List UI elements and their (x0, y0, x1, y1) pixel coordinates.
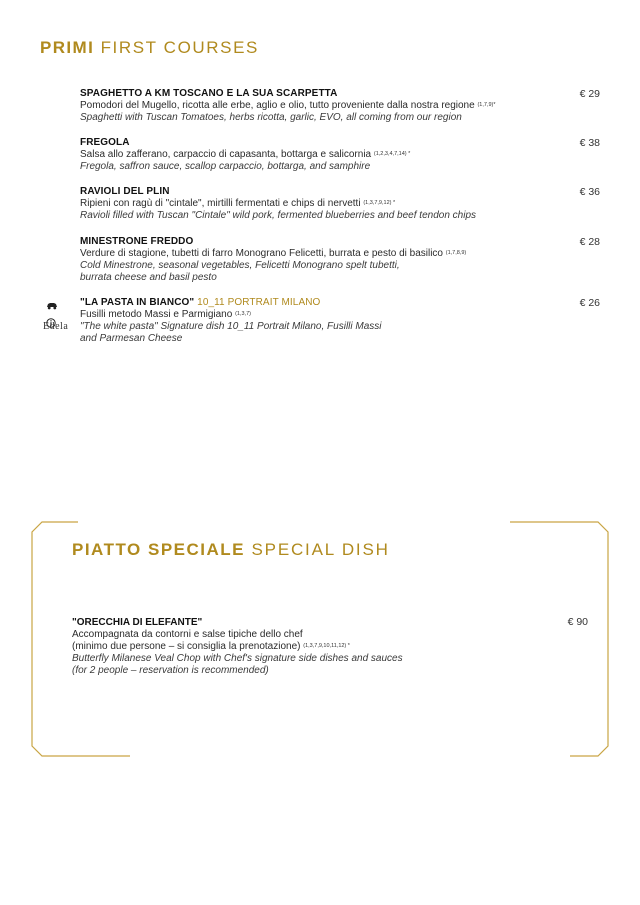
special-section-title (72, 540, 390, 560)
dish-description-en-line1: "The white pasta" Signature dish 10_11 Portrait Milano, Fusilli Massi (80, 321, 382, 332)
dish-name-subtitle: 10_11 PORTRAIT MILANO (197, 297, 321, 308)
dish-description-en-line2: burrata cheese and basil pesto (80, 272, 217, 283)
allergen-codes: (1,7,8,9) (445, 250, 467, 256)
dish-price: € 29 (579, 88, 600, 100)
menu-item-pasta-in-bianco (80, 297, 620, 345)
menu-item-minestrone (80, 236, 620, 284)
dish-name: SPAGHETTO A KM TOSCANO E LA SUA SCARPETTA (80, 88, 338, 99)
dish-name: FREGOLA (80, 137, 130, 148)
dish-description-it: Fusilli metodo Massi e Parmigiano $^{(1,3,7)}$ (80, 309, 251, 320)
edela-logo: Edela (43, 321, 69, 332)
dish-name: MINESTRONE FREDDO (80, 236, 194, 247)
menu-item-ravioli (80, 186, 620, 222)
dish-description-en-line2: and Parmesan Cheese (80, 333, 183, 344)
dish-description-en-line2: (for 2 people – reservation is recommended) (72, 665, 269, 676)
dish-description-it: Salsa allo zafferano, carpaccio di capasanta, bottarga e salicornia $^{(1,2,3,4,7,14) *}$ (80, 149, 411, 160)
allergen-codes: (1,3,7,9,12) * (363, 200, 396, 206)
menu-item-spaghetto (80, 88, 620, 124)
dish-description-it: Verdure di stagione, tubetti di farro Monograno Felicetti, burrata e pesto di basilico $^{(1,7,8,9)}$ (80, 248, 467, 259)
dish-name: "LA PASTA IN BIANCO" 10_11 PORTRAIT MILANO (80, 297, 321, 308)
dish-price: € 36 (579, 186, 600, 198)
dish-price: € 28 (579, 236, 600, 248)
menu-item-fregola (80, 137, 620, 173)
dish-name: "ORECCHIA DI ELEFANTE" (72, 617, 203, 628)
car-icon (46, 301, 58, 312)
dish-description-en-line1: Cold Minestrone, seasonal vegetables, Felicetti Monograno spelt tubetti, (80, 260, 400, 271)
primi-section-title (40, 38, 259, 58)
dish-description-it-line2: (minimo due persone – si consiglia la prenotazione) $^{(1,3,7,9,10,11,12) *}$ (72, 641, 350, 652)
dish-description-en: Ravioli filled with Tuscan "Cintale" wild pork, fermented blueberries and beef tendon chips (80, 210, 477, 221)
dish-description-en: Fregola, saffron sauce, scallop carpaccio, bottarga, and samphire (80, 161, 371, 172)
dish-price: € 26 (579, 297, 600, 309)
dish-name: RAVIOLI DEL PLIN (80, 186, 170, 197)
menu-item-orecchia (72, 617, 572, 677)
primi-title-rest: FIRST COURSES (100, 38, 259, 57)
dish-price: € 38 (579, 137, 600, 149)
dish-description-it: Pomodori del Mugello, ricotta alle erbe, aglio e olio, tutto proveniente dalla nostra regione $^{(1,7,9)*}$ (80, 100, 496, 111)
allergen-codes: (1,7,9)* (477, 102, 496, 108)
allergen-codes: (1,3,7) (235, 311, 251, 317)
dish-description-en: Spaghetti with Tuscan Tomatoes, herbs ricotta, garlic, EVO, all coming from our region (80, 112, 462, 123)
allergen-codes: (1,3,7,9,10,11,12) * (303, 643, 350, 649)
special-title-rest: SPECIAL DISH (251, 540, 390, 559)
dish-description-en-line1: Butterfly Milanese Veal Chop with Chef's signature side dishes and sauces (72, 653, 403, 664)
allergen-codes: (1,2,3,4,7,14) * (373, 151, 411, 157)
dish-description-it: Ripieni con ragù di "cintale", mirtilli fermentati e chips di nervetti $^{(1,3,7,9,12) *}$ (80, 198, 396, 209)
dish-price: € 90 (567, 616, 588, 628)
special-title-bold: PIATTO SPECIALE (72, 540, 246, 559)
primi-title-bold: PRIMI (40, 38, 95, 57)
dish-description-it-line1: Accompagnata da contorni e salse tipiche dello chef (72, 629, 303, 640)
